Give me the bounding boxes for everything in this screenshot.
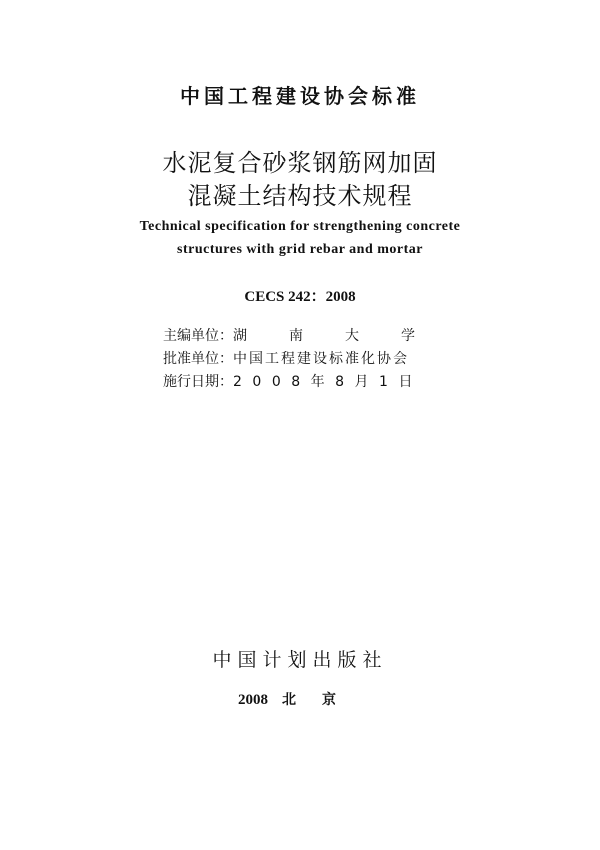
editor-value: 湖南大学 [233,328,457,344]
effective-date-value: 2008年8月1日 [233,374,423,390]
publication-line [0,689,600,709]
editor-row [163,325,457,345]
effective-date-label: 施行日期： [163,374,233,390]
approver-row [163,348,443,368]
english-title-line-1: Technical specification for strengthening concrete [139,219,461,234]
chinese-title-line-1: 水泥复合砂浆钢筋网加固 [162,149,438,177]
standard-code: CECS 242：2008 [244,289,356,305]
english-title-line-2: structures with grid rebar and mortar [177,242,423,257]
effective-date-row [163,371,443,391]
approver-value: 中国工程建设标准化协会 [233,351,409,367]
chinese-title-line-2: 混凝土结构技术规程 [187,182,413,210]
series-title: 中国工程建设协会标准 [180,84,420,108]
editor-label: 主编单位： [163,328,233,344]
publisher-name: 中国计划出版社 [212,649,388,671]
approver-label: 批准单位： [163,351,233,367]
publication-year: 2008 [238,692,268,708]
publication-city: 北京 [282,692,362,708]
